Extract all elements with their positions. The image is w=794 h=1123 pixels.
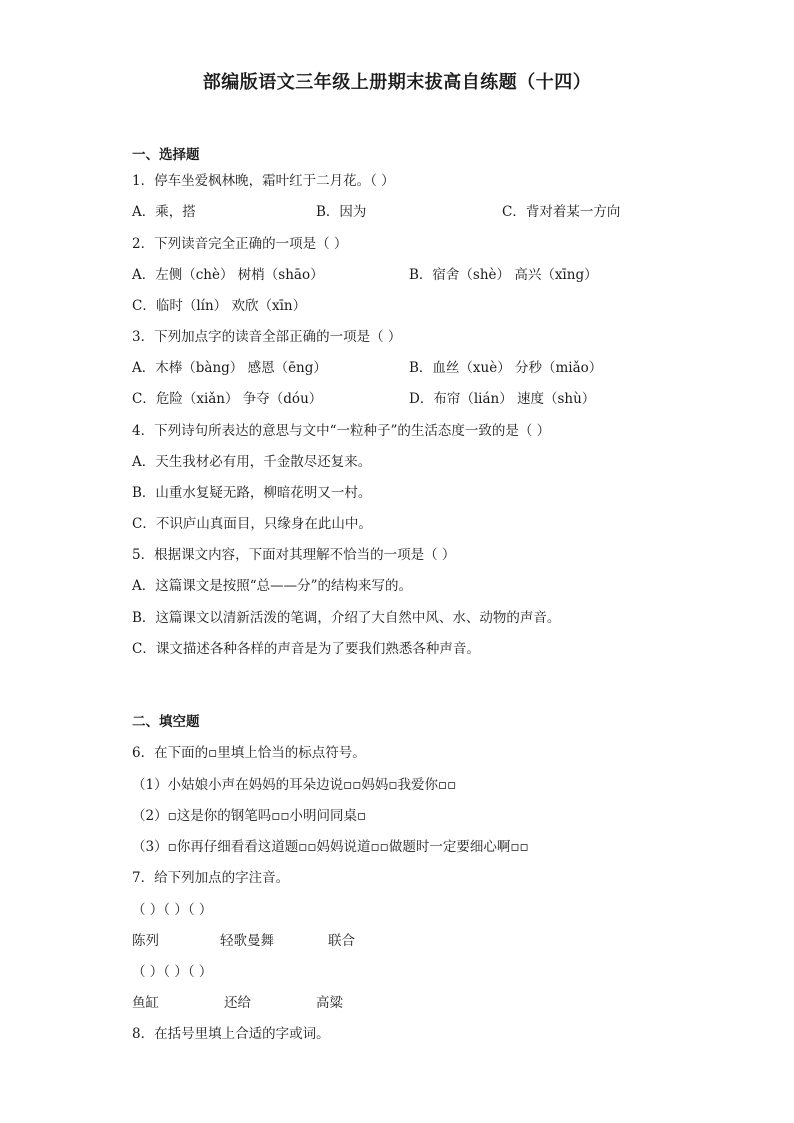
question-3-stem: 3．下列加点字的读音全部正确的一项是（ ） bbox=[132, 329, 402, 345]
question-2-option-c: C．临时（lín） 欢欣（xīn） bbox=[132, 298, 307, 314]
question-1-option-c: C．背对着某一方向 bbox=[502, 204, 621, 220]
question-7-blanks-row-2: （ ）（ ）（ ） bbox=[132, 964, 213, 980]
question-7-word-5: 还给 bbox=[224, 995, 251, 1011]
question-7-word-6: 高粱 bbox=[316, 995, 343, 1011]
question-4-option-b: B．山重水复疑无路，柳暗花明又一村。 bbox=[132, 485, 372, 501]
question-5-option-a: A．这篇课文是按照“总——分”的结构来写的。 bbox=[132, 578, 413, 594]
question-7-word-2: 轻歌曼舞 bbox=[220, 933, 274, 949]
question-4-option-a: A．天生我材必有用，千金散尽还复来。 bbox=[132, 454, 372, 470]
section-heading-choice: 一、选择题 bbox=[132, 147, 200, 163]
question-7-stem: 7．给下列加点的字注音。 bbox=[132, 870, 290, 886]
question-3-option-c: C．危险（xiǎn） 争夺（dóu） bbox=[132, 391, 323, 407]
question-1-option-a: A．乘，搭 bbox=[132, 204, 196, 220]
question-1-option-b: B．因为 bbox=[316, 204, 367, 220]
question-7-word-4: 鱼缸 bbox=[132, 995, 159, 1011]
question-6-sentence-1: （1）小姑娘小声在妈妈的耳朵边说▫▫妈妈▫我爱你▫▫ bbox=[132, 777, 457, 793]
section-heading-fill: 二、填空题 bbox=[132, 714, 200, 730]
question-4-option-c: C．不识庐山真面目，只缘身在此山中。 bbox=[132, 516, 372, 532]
question-2-option-b: B．宿舍（shè） 高兴（xīng） bbox=[409, 267, 598, 283]
page-title: 部编版语文三年级上册期末拔高自练题（十四） bbox=[202, 72, 592, 93]
question-6-sentence-3: （3）▫你再仔细看看这道题▫▫妈妈说道▫▫做题时一定要细心啊▫▫ bbox=[132, 839, 529, 855]
question-3-option-d: D．布帘（lián） 速度（shù） bbox=[409, 391, 596, 407]
question-7-word-1: 陈列 bbox=[132, 933, 159, 949]
question-3-option-b: B．血丝（xuè） 分秒（miǎo） bbox=[409, 360, 603, 376]
question-4-stem: 4．下列诗句所表达的意思与文中“一粒种子”的生活态度一致的是（ ） bbox=[132, 423, 551, 439]
question-5-option-c: C．课文描述各种各样的声音是为了要我们熟悉各种声音。 bbox=[132, 641, 480, 657]
question-3-option-a: A．木棒（bàng） 感恩（ēng） bbox=[132, 360, 327, 376]
question-7-word-3: 联合 bbox=[328, 933, 355, 949]
question-6-sentence-2: （2）▫这是你的钢笔吗▫▫小明问同桌▫ bbox=[132, 808, 367, 824]
question-5-option-b: B．这篇课文以清新活泼的笔调，介绍了大自然中风、水、动物的声音。 bbox=[132, 610, 561, 626]
question-6-stem: 6．在下面的▫里填上恰当的标点符号。 bbox=[132, 745, 366, 761]
question-2-stem: 2．下列读音完全正确的一项是（ ） bbox=[132, 236, 348, 252]
question-8-stem: 8．在括号里填上合适的字或词。 bbox=[132, 1026, 330, 1042]
question-1-stem: 1．停车坐爱枫林晚，霜叶红于二月花。（ ） bbox=[132, 173, 395, 189]
question-7-blanks-row-1: （ ）（ ）（ ） bbox=[132, 902, 213, 918]
question-5-stem: 5．根据课文内容，下面对其理解不恰当的一项是（ ） bbox=[132, 547, 456, 563]
question-2-option-a: A．左侧（chè） 树梢（shāo） bbox=[132, 267, 324, 283]
